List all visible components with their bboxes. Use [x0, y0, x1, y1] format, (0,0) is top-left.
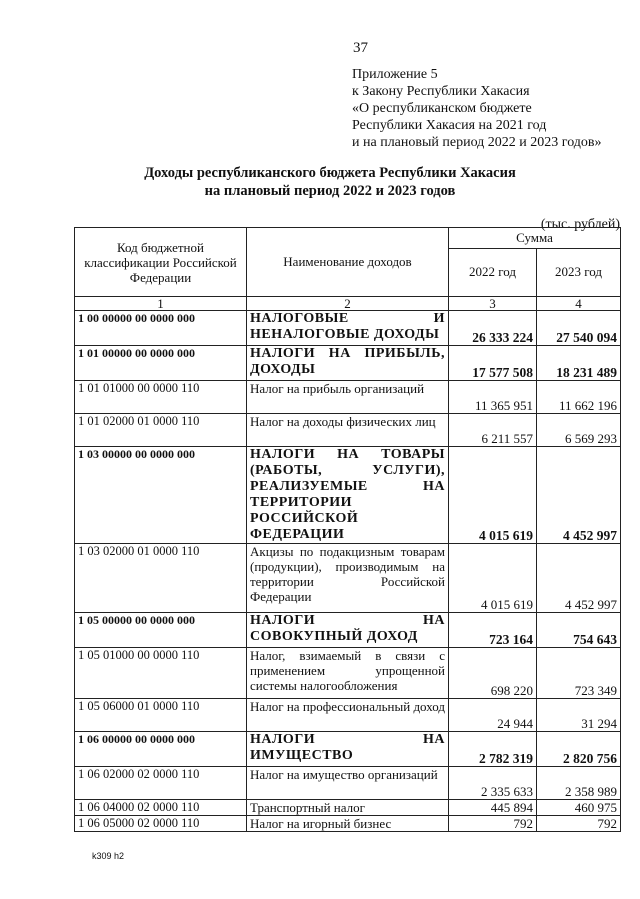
cell-name: Налог на доходы физических лиц [247, 414, 449, 447]
title-line: на плановый период 2022 и 2023 годов [204, 183, 456, 199]
cell-code: 1 05 06000 01 0000 110 [75, 699, 247, 732]
cell-value-2023: 11 662 196 [537, 381, 621, 414]
table-row [75, 414, 621, 447]
cell-name: НАЛОГИ НА СОВОКУПНЫЙ ДОХОД [247, 613, 449, 648]
cell-code: 1 01 01000 00 0000 110 [75, 381, 247, 414]
cell-value-2022: 2 335 633 [449, 767, 537, 800]
cell-value-2022: 6 211 557 [449, 414, 537, 447]
table-row [75, 800, 621, 816]
cell-value-2022: 4 015 619 [449, 447, 537, 544]
cell-name: Налог на прибыль организаций [247, 381, 449, 414]
page-number: 37 [353, 40, 368, 56]
document-title [100, 164, 560, 200]
table-row [75, 648, 621, 699]
cell-value-2022: 17 577 508 [449, 346, 537, 381]
footer-code: k309 h2 [92, 851, 125, 861]
cell-value-2022: 4 015 619 [449, 544, 537, 613]
units-label: (тыс. рублей) [540, 217, 620, 232]
cell-name: Налог на игорный бизнес [247, 816, 449, 832]
appendix-line: Республики Хакасия на 2021 год [352, 118, 547, 133]
column-number-row [75, 297, 621, 311]
cell-value-2022: 723 164 [449, 613, 537, 648]
cell-code: 1 06 02000 02 0000 110 [75, 767, 247, 800]
cell-name: Акцизы по подакцизным товарам (продукции), производимым на территории Российской Федерации [247, 544, 449, 613]
cell-name: Налог на имущество организаций [247, 767, 449, 800]
cell-value-2022: 445 894 [449, 800, 537, 816]
cell-value-2023: 27 540 094 [537, 311, 621, 346]
cell-value-2023: 18 231 489 [537, 346, 621, 381]
table-row [75, 732, 621, 767]
cell-code: 1 05 00000 00 0000 000 [75, 613, 247, 648]
table-row [75, 816, 621, 832]
cell-value-2022: 698 220 [449, 648, 537, 699]
cell-name: НАЛОГИ НА ПРИБЫЛЬ, ДОХОДЫ [247, 346, 449, 381]
column-number: 2 [247, 297, 449, 311]
cell-code: 1 06 04000 02 0000 110 [75, 800, 247, 816]
cell-value-2022: 2 782 319 [449, 732, 537, 767]
cell-code: 1 06 05000 02 0000 110 [75, 816, 247, 832]
cell-code: 1 01 02000 01 0000 110 [75, 414, 247, 447]
cell-value-2023: 723 349 [537, 648, 621, 699]
cell-code: 1 00 00000 00 0000 000 [75, 311, 247, 346]
cell-value-2023: 460 975 [537, 800, 621, 816]
column-number: 3 [449, 297, 537, 311]
table-row [75, 346, 621, 381]
cell-code: 1 05 01000 00 0000 110 [75, 648, 247, 699]
header-code: Код бюджетной классификации Российской Федерации [75, 228, 247, 297]
cell-value-2023: 4 452 997 [537, 447, 621, 544]
appendix-heading [352, 66, 602, 151]
cell-value-2022: 26 333 224 [449, 311, 537, 346]
cell-value-2023: 31 294 [537, 699, 621, 732]
appendix-line: и на плановый период 2022 и 2023 годов» [352, 135, 602, 150]
table-row [75, 699, 621, 732]
cell-name: Транспортный налог [247, 800, 449, 816]
cell-name: НАЛОГОВЫЕ И НЕНАЛОГОВЫЕ ДОХОДЫ [247, 311, 449, 346]
table-row [75, 311, 621, 346]
cell-name: Налог на профессиональный доход [247, 699, 449, 732]
column-number: 4 [537, 297, 621, 311]
cell-name: НАЛОГИ НА ТОВАРЫ (РАБОТЫ, УСЛУГИ), РЕАЛИЗУЕМЫЕ НА ТЕРРИТОРИИ РОССИЙСКОЙ ФЕДЕРАЦИИ [247, 447, 449, 544]
header-year-2022: 2022 год [449, 248, 537, 296]
table-row [75, 447, 621, 544]
appendix-line: «О республиканском бюджете [352, 101, 532, 116]
cell-value-2022: 24 944 [449, 699, 537, 732]
cell-code: 1 03 00000 00 0000 000 [75, 447, 247, 544]
header-year-2023: 2023 год [537, 248, 621, 296]
cell-code: 1 03 02000 01 0000 110 [75, 544, 247, 613]
cell-value-2023: 2 358 989 [537, 767, 621, 800]
appendix-line: к Закону Республики Хакасия [352, 84, 530, 99]
cell-code: 1 06 00000 00 0000 000 [75, 732, 247, 767]
cell-value-2022: 11 365 951 [449, 381, 537, 414]
title-line: Доходы республиканского бюджета Республики Хакасия [144, 165, 516, 181]
appendix-line: Приложение 5 [352, 67, 438, 82]
cell-value-2023: 2 820 756 [537, 732, 621, 767]
table-row [75, 767, 621, 800]
table-body [75, 311, 621, 832]
revenue-table [74, 227, 621, 832]
cell-code: 1 01 00000 00 0000 000 [75, 346, 247, 381]
table-row [75, 613, 621, 648]
table-row [75, 381, 621, 414]
cell-value-2023: 754 643 [537, 613, 621, 648]
header-sum: Сумма [449, 228, 621, 249]
header-name: Наименование доходов [247, 228, 449, 297]
cell-value-2022: 792 [449, 816, 537, 832]
column-number: 1 [75, 297, 247, 311]
cell-value-2023: 4 452 997 [537, 544, 621, 613]
table-row [75, 544, 621, 613]
cell-name: НАЛОГИ НА ИМУЩЕСТВО [247, 732, 449, 767]
cell-value-2023: 792 [537, 816, 621, 832]
cell-name: Налог, взимаемый в связи с применением упрощенной системы налогообложения [247, 648, 449, 699]
cell-value-2023: 6 569 293 [537, 414, 621, 447]
